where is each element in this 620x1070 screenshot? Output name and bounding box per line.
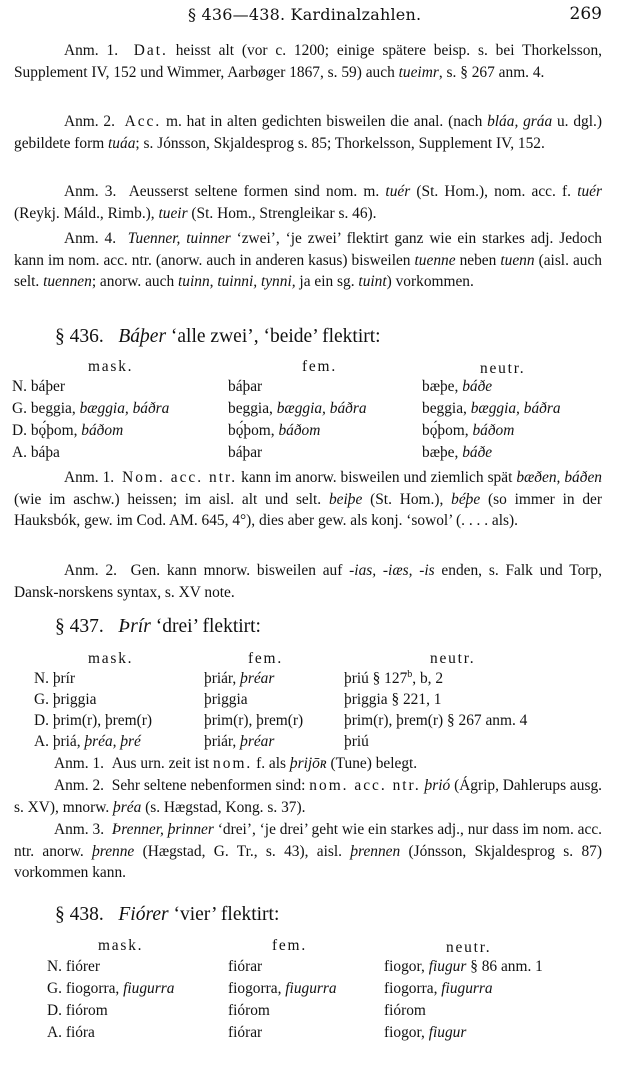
case-label: N. <box>12 378 27 395</box>
case-label: G. <box>12 400 27 417</box>
note-italic: þrijōʀ <box>289 755 327 772</box>
form-italic: þréa, þré <box>84 733 141 750</box>
note-text: ja ein sg. <box>295 273 359 291</box>
note-text: Sehr seltene nebenformen sind: <box>111 777 310 794</box>
case-label: G. <box>47 980 62 997</box>
note-text: Nom. acc. ntr. <box>122 469 238 486</box>
form: þriár, <box>204 670 241 687</box>
form: báþer <box>30 378 66 395</box>
form-italic: þréar <box>240 733 275 750</box>
section-gloss: ‘alle zwei’, ‘beide’ flektirt: <box>166 326 381 347</box>
note-text: Aeusserst seltene formen sind nom. m. <box>128 183 386 200</box>
form: , b, 2 <box>412 670 444 687</box>
note-436-anm-1 <box>14 467 602 532</box>
case-label: G. <box>34 691 49 708</box>
table-row <box>0 420 620 440</box>
note-text: (Hægstad, G. Tr., s. 43), aisl. <box>134 842 351 860</box>
paradigm-table-436 <box>0 356 620 461</box>
note-text: (Jónsson, Skjaldesprog s. 87) vorkommen kann. <box>14 842 602 882</box>
table-row <box>0 689 620 709</box>
note-italic: beiþe <box>328 490 363 508</box>
form-italic: fiugurra <box>123 980 175 997</box>
section-heading-438 <box>55 904 279 926</box>
page-header <box>0 4 620 28</box>
note-text: m. hat in alten gedichten bisweilen die anal. (nach <box>161 113 488 130</box>
note-text: ; anorw. auch <box>91 273 178 291</box>
note-437-anm-1 <box>14 753 602 775</box>
note-italic: þrenne <box>92 842 135 860</box>
running-title: § 436—438. Kardinalzahlen. <box>188 5 422 24</box>
form: fiórar <box>228 958 263 975</box>
form: báþar <box>228 444 263 461</box>
form: fiórom <box>228 1002 270 1019</box>
form-italic: bæggia, báðra <box>470 400 561 417</box>
note-text: kann im anorw. bisweilen und ziemlich spät <box>237 469 517 486</box>
note-italic: Tuenner, tuinner <box>127 230 231 247</box>
note-text: ; s. Jónsson, Skjaldesprog s. 85; Thorkelsson, Supplement IV, 152. <box>135 134 545 152</box>
form: bæþe, <box>422 378 463 395</box>
form-italic: fiugur <box>428 1024 467 1041</box>
table-row <box>0 956 620 976</box>
form: þrim(r), þrem(r) <box>204 712 304 729</box>
section-word: Þrír <box>118 616 151 637</box>
column-header: neutr. <box>430 650 476 667</box>
form: bæþe, <box>422 444 463 461</box>
note-anm-3 <box>14 181 602 224</box>
form-italic: þréar <box>240 670 275 687</box>
case-label: N. <box>34 670 49 687</box>
note-text: nom. acc. ntr. <box>309 777 421 794</box>
form-italic: fiugur <box>428 958 467 975</box>
form: fiogorra, <box>384 980 442 997</box>
note-italic: béþe <box>451 490 481 508</box>
form: fiogorra, <box>65 980 124 997</box>
case-label: D. <box>34 712 49 729</box>
section-word: Báþer <box>118 326 167 347</box>
form: § 86 anm. 1 <box>466 958 543 975</box>
column-header: neutr. <box>480 360 526 377</box>
note-437-anm-2 <box>14 775 602 818</box>
column-header: mask. <box>88 358 134 375</box>
case-label: N. <box>47 958 62 975</box>
form: þriggia <box>204 691 248 708</box>
paradigm-table-438 <box>0 935 620 1045</box>
note-text: u. dgl.) gebildete form <box>14 113 602 152</box>
column-header: neutr. <box>446 939 492 956</box>
note-text: (St. Hom.), <box>362 490 452 508</box>
form: beggia, <box>228 400 277 417</box>
form: fiórar <box>228 1024 263 1041</box>
column-header: fem. <box>272 937 307 954</box>
column-header: mask. <box>88 650 134 667</box>
note-italic: tuér <box>577 183 602 200</box>
note-label: Anm. 1. <box>54 755 105 772</box>
note-italic: þréa <box>113 798 142 816</box>
note-text: nom. <box>213 755 253 772</box>
form-italic: báðe <box>462 378 493 395</box>
form: þriggia <box>52 691 97 708</box>
note-text: (Ágrip, Dahlerups ausg. s. XV), mnorw. <box>14 777 602 816</box>
note-text: enden, s. Falk und Torp, Dansk-norskens syntax, s. XV note. <box>14 562 602 601</box>
note-anm-4 <box>14 228 602 293</box>
section-heading-437 <box>55 616 261 638</box>
form: þrír <box>52 670 76 687</box>
form: bǫ́þom, <box>30 422 82 439</box>
note-label: Anm. 4. <box>64 230 117 247</box>
note-italic: tueir <box>158 204 188 222</box>
note-italic: tueimr <box>398 63 439 81</box>
note-text: (Reykj. Máld., Rimb.), <box>14 204 159 222</box>
note-label: Anm. 2. <box>64 113 115 130</box>
note-italic: bláa, gráa <box>487 113 553 130</box>
form: fióra <box>65 1024 95 1041</box>
table-row <box>0 1000 620 1020</box>
note-italic: tuennen <box>43 273 92 291</box>
form: þrim(r), þrem(r) <box>52 712 152 729</box>
form: þrim(r), þrem(r) § 267 anm. 4 <box>344 712 528 729</box>
form-italic: báðe <box>462 444 493 461</box>
form-italic: báðom <box>472 422 515 439</box>
section-word: Fiórer <box>118 904 169 925</box>
note-text: f. als <box>252 755 290 772</box>
form: þriggia § 221, 1 <box>344 691 442 708</box>
note-text: , s. § 267 anm. 4. <box>438 63 545 81</box>
table-row <box>0 376 620 396</box>
note-text: Dat. <box>133 42 168 59</box>
note-italic: þrennen <box>350 842 401 860</box>
table-row <box>0 978 620 998</box>
superscript: b <box>407 668 413 680</box>
note-italic: tuáa <box>108 134 136 152</box>
form-italic: báðom <box>81 422 124 439</box>
column-header: mask. <box>98 937 144 954</box>
section-gloss: ‘drei’ flektirt: <box>150 616 261 637</box>
form-italic: báðom <box>278 422 321 439</box>
note-italic: tuint <box>358 273 387 291</box>
note-italic: -ias, -iæs, -is <box>349 562 435 579</box>
note-italic: tuinn, tuinni, tynni, <box>178 273 296 291</box>
page-number: 269 <box>569 4 602 24</box>
note-label: Anm. 1. <box>64 42 119 59</box>
form-italic: bæggia, báðra <box>79 400 170 417</box>
section-number: § 437. <box>55 616 104 637</box>
table-row <box>0 731 620 751</box>
note-italic: tuenne <box>414 251 456 269</box>
note-anm-1 <box>14 40 602 83</box>
form: þriár, <box>204 733 241 750</box>
table-row <box>0 1022 620 1042</box>
table-row <box>0 668 620 688</box>
note-italic: þrió <box>424 777 451 794</box>
note-text: (Tune) belegt. <box>326 755 418 772</box>
form: bǫ́þom, <box>228 422 279 439</box>
case-label: D. <box>47 1002 62 1019</box>
form: þriá, <box>52 733 85 750</box>
note-text: (s. Hægstad, Kong. s. 37). <box>141 798 306 816</box>
form: bǫ́þom, <box>422 422 473 439</box>
section-number: § 436. <box>55 326 104 347</box>
note-436-anm-2 <box>14 560 602 603</box>
note-italic: Þrenner, þrinner <box>111 821 214 838</box>
form: báþar <box>228 378 263 395</box>
note-text: ‘drei’, ‘je drei’ geht wie ein starkes adj., nur dass im nom. acc. ntr. anorw. <box>14 821 603 860</box>
note-text: Gen. kann mnorw. bisweilen auf <box>130 562 350 579</box>
note-text: ‘zwei’, ‘je zwei’ flektirt ganz wie ein starkes adj. Jedoch kann im nom. acc. ntr. (anorw. auch in anderen kasus) bisweilen <box>14 230 602 269</box>
form: þriú <box>344 733 369 750</box>
note-italic: tuenn <box>500 251 535 269</box>
table-row <box>0 442 620 462</box>
form: fiogor, <box>384 1024 429 1041</box>
note-label: Anm. 3. <box>54 821 105 838</box>
paradigm-table-437 <box>0 648 620 748</box>
form: fiórer <box>65 958 101 975</box>
note-text: (St. Hom., Strengleikar s. 46). <box>187 204 377 222</box>
form: báþa <box>30 444 60 461</box>
note-italic: bæðen, báðen <box>516 469 602 486</box>
note-text: heisst alt (vor c. 1200; einige spätere beisp. s. bei Thorkelsson, Supplement IV, 152 und Wimmer, Aarbøger 1867, s. 59) auch <box>14 42 602 81</box>
note-text: Aus urn. zeit ist <box>111 755 214 772</box>
form: fiórom <box>65 1002 108 1019</box>
section-number: § 438. <box>55 904 104 925</box>
note-label: Anm. 3. <box>64 183 117 200</box>
form: fiórom <box>384 1002 426 1019</box>
note-italic: tuér <box>385 183 411 200</box>
case-label: A. <box>12 444 27 461</box>
form: beggia, <box>30 400 80 417</box>
case-label: D. <box>12 422 27 439</box>
form: þriú § 127 <box>344 670 408 687</box>
note-label: Anm. 2. <box>64 562 117 579</box>
note-text: Acc. <box>124 113 162 130</box>
note-text: (so immer in der Hauksbók, gew. im Cod. AM. 645, 4°), dies aber gew. als konj. ‘sowol’ (. . . . als). <box>14 490 602 530</box>
column-header: fem. <box>248 650 283 667</box>
section-heading-436 <box>55 326 381 348</box>
note-text: (aisl. auch selt. <box>14 251 603 291</box>
form-italic: bæggia, báðra <box>276 400 367 417</box>
form: fiogor, <box>384 958 429 975</box>
case-label: A. <box>34 733 49 750</box>
note-text: neben <box>455 251 501 269</box>
section-gloss: ‘vier’ flektirt: <box>168 904 280 925</box>
note-text: (wie im aschw.) heissen; im aisl. alt und selt. <box>14 490 329 508</box>
form: fiogorra, <box>228 980 286 997</box>
column-header: fem. <box>302 358 337 375</box>
form-italic: fiugurra <box>441 980 493 997</box>
note-label: Anm. 2. <box>54 777 105 794</box>
form-italic: fiugurra <box>285 980 337 997</box>
case-label: A. <box>47 1024 62 1041</box>
table-row <box>0 398 620 418</box>
note-anm-2 <box>14 111 602 154</box>
note-437-anm-3 <box>14 819 602 884</box>
note-label: Anm. 1. <box>64 469 115 486</box>
note-text: ) vorkommen. <box>386 273 474 291</box>
note-text: (St. Hom.), nom. acc. f. <box>410 183 578 200</box>
table-row <box>0 710 620 730</box>
form: beggia, <box>422 400 471 417</box>
